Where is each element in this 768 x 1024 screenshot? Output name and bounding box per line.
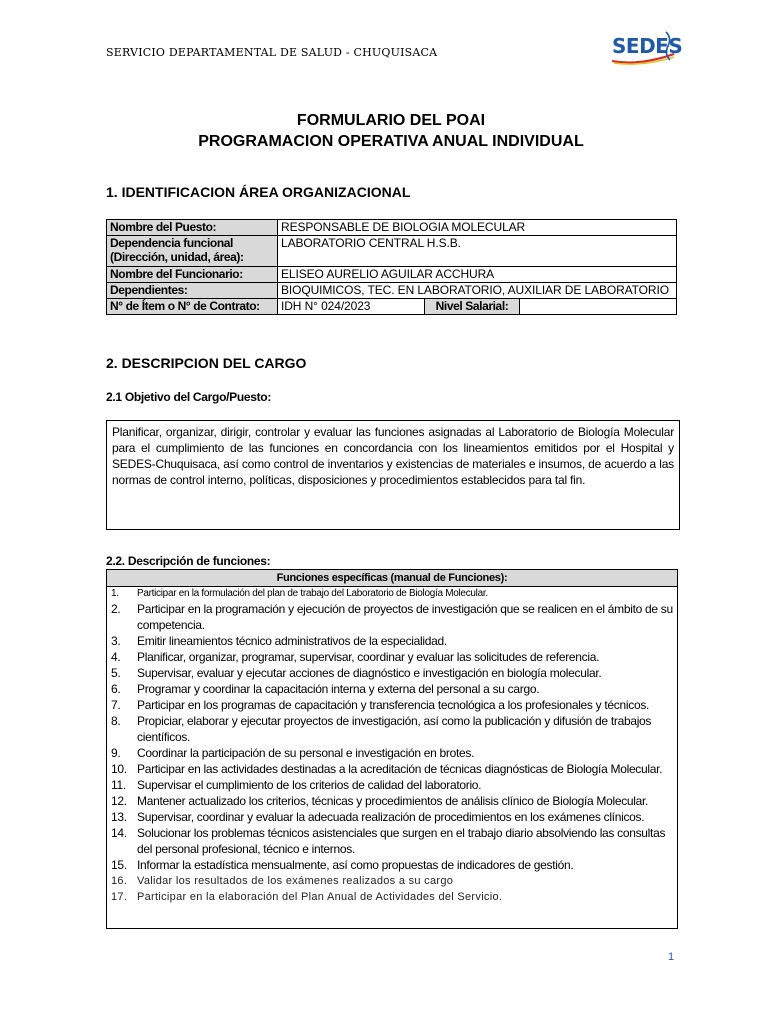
row-label: Dependientes: (107, 283, 278, 299)
item-number: 10. (111, 762, 127, 776)
list-item (107, 825, 677, 857)
item-number: 16. (111, 875, 128, 887)
item-number: 8. (111, 714, 121, 728)
salary-label: Nivel Salarial: (425, 299, 520, 315)
identification-table (106, 219, 677, 315)
list-item (107, 587, 677, 601)
list-item (107, 649, 677, 665)
list-item (107, 809, 677, 825)
section-2-heading: 2. DESCRIPCION DEL CARGO (106, 355, 307, 371)
list-item (107, 777, 677, 793)
row-label: Nombre del Funcionario: (107, 267, 278, 283)
item-text: Participar en la programación y ejecución de proyectos de investigación que se realicen en el ámbito de su competencia. (137, 602, 673, 632)
salary-value (520, 299, 677, 315)
item-number: 3. (111, 634, 121, 648)
item-number: 14. (111, 826, 127, 840)
list-item (107, 857, 677, 873)
item-text: Participar en la formulación del plan de trabajo del Laboratorio de Biología Molecular. (137, 588, 488, 599)
organization-header: SERVICIO DEPARTAMENTAL DE SALUD - CHUQUISACA (106, 46, 438, 59)
item-number: 15. (111, 858, 127, 872)
item-number: 6. (111, 682, 121, 696)
logo-text: SEDES (612, 34, 683, 58)
item-number: 7. (111, 698, 121, 712)
contract-value: IDH N° 024/2023 (278, 299, 425, 315)
list-item (107, 681, 677, 697)
functions-list (107, 587, 677, 905)
item-text: Informar la estadística mensualmente, así como propuestas de indicadores de gestión. (137, 858, 574, 872)
objective-heading: 2.1 Objetivo del Cargo/Puesto: (106, 390, 272, 404)
row-label: Nombre del Puesto: (107, 220, 278, 236)
list-item (107, 761, 677, 777)
item-number: 12. (111, 794, 127, 808)
list-item (107, 793, 677, 809)
row-value: LABORATORIO CENTRAL H.S.B. (278, 236, 677, 267)
row-label: Dependencia funcional (Dirección, unidad, área): (107, 236, 278, 267)
item-text: Participar en los programas de capacitación y transferencia tecnológica a los profesionales y técnicos. (137, 698, 650, 712)
row-value: BIOQUIMICOS, TEC. EN LABORATORIO, AUXILIAR DE LABORATORIO (278, 283, 677, 299)
item-text: Programar y coordinar la capacitación interna y externa del personal a su cargo. (137, 682, 540, 696)
item-number: 5. (111, 666, 121, 680)
contract-label: N° de Ítem o N° de Contrato: (107, 299, 278, 315)
item-number: 9. (111, 746, 121, 760)
objective-text-box: Planificar, organizar, dirigir, controlar y evaluar las funciones asignadas al Laboratorio de Biología Molecular para el cumplimiento de las funciones en concordancia con los lineamientos emitidos por el Hospital y SEDES-Chuquisaca, así como control de inventarios y existencias de materiales e insumos, de acuerdo a las normas de control interno, políticas, disposiciones y procedimientos establecidos para tal fin. (106, 420, 680, 530)
item-number: 4. (111, 650, 121, 664)
list-item (107, 889, 677, 905)
item-text: Supervisar, coordinar y evaluar la adecuada realización de procedimientos en los exámenes clínicos. (137, 810, 645, 824)
table-row (107, 220, 677, 236)
item-number: 17. (111, 891, 128, 903)
item-number: 1. (111, 588, 119, 599)
table-row (107, 299, 677, 315)
item-text: Solucionar los problemas técnicos asistenciales que surgen en el trabajo diario absolviendo las consultas del personal profesional, técnico e internos. (137, 826, 666, 856)
functions-table (106, 569, 678, 929)
section-1-heading: 1. IDENTIFICACION ÁREA ORGANIZACIONAL (106, 184, 411, 200)
functions-heading: 2.2. Descripción de funciones: (106, 554, 271, 568)
row-value: RESPONSABLE DE BIOLOGIA MOLECULAR (278, 220, 677, 236)
item-text: Propiciar, elaborar y ejecutar proyectos de investigación, así como la publicación y difusión de trabajos científicos. (137, 714, 652, 744)
list-item (107, 665, 677, 681)
item-number: 11. (111, 778, 126, 792)
item-text: Supervisar, evaluar y ejecutar acciones de diagnóstico e investigación en biología molecular. (137, 666, 602, 680)
list-item (107, 873, 677, 889)
table-row (107, 283, 677, 299)
table-row (107, 236, 677, 267)
item-text: Participar en las actividades destinadas a la acreditación de técnicas diagnósticas de Biología Molecular. (137, 762, 663, 776)
item-text: Supervisar el cumplimiento de los criterios de calidad del laboratorio. (137, 778, 482, 792)
list-item (107, 633, 677, 649)
item-number: 2. (111, 602, 121, 616)
list-item (107, 601, 677, 633)
form-title: FORMULARIO DEL POAI (296, 112, 486, 129)
item-text: Coordinar la participación de su personal e investigación en brotes. (137, 746, 475, 760)
item-text: Emitir lineamientos técnico administrativos de la especialidad. (137, 634, 447, 648)
item-text: Mantener actualizado los criterios, técnicas y procedimientos de análisis clínico de Biología Molecular. (137, 794, 649, 808)
row-value: ELISEO AURELIO AGUILAR ACCHURA (278, 267, 677, 283)
item-number: 13. (111, 810, 127, 824)
item-text: Validar los resultados de los exámenes realizados a su cargo (137, 875, 454, 887)
list-item (107, 697, 677, 713)
form-subtitle: PROGRAMACION OPERATIVA ANUAL INDIVIDUAL (198, 133, 584, 150)
functions-table-header: Funciones específicas (manual de Funciones): (107, 570, 677, 587)
item-text: Planificar, organizar, programar, supervisar, coordinar y evaluar las solicitudes de referencia. (137, 650, 600, 664)
table-row (107, 267, 677, 283)
item-text: Participar en la elaboración del Plan Anual de Actividades del Servicio. (137, 891, 503, 903)
page-number: 1 (668, 951, 675, 963)
list-item (107, 745, 677, 761)
list-item (107, 713, 677, 745)
sedes-logo (610, 30, 683, 66)
